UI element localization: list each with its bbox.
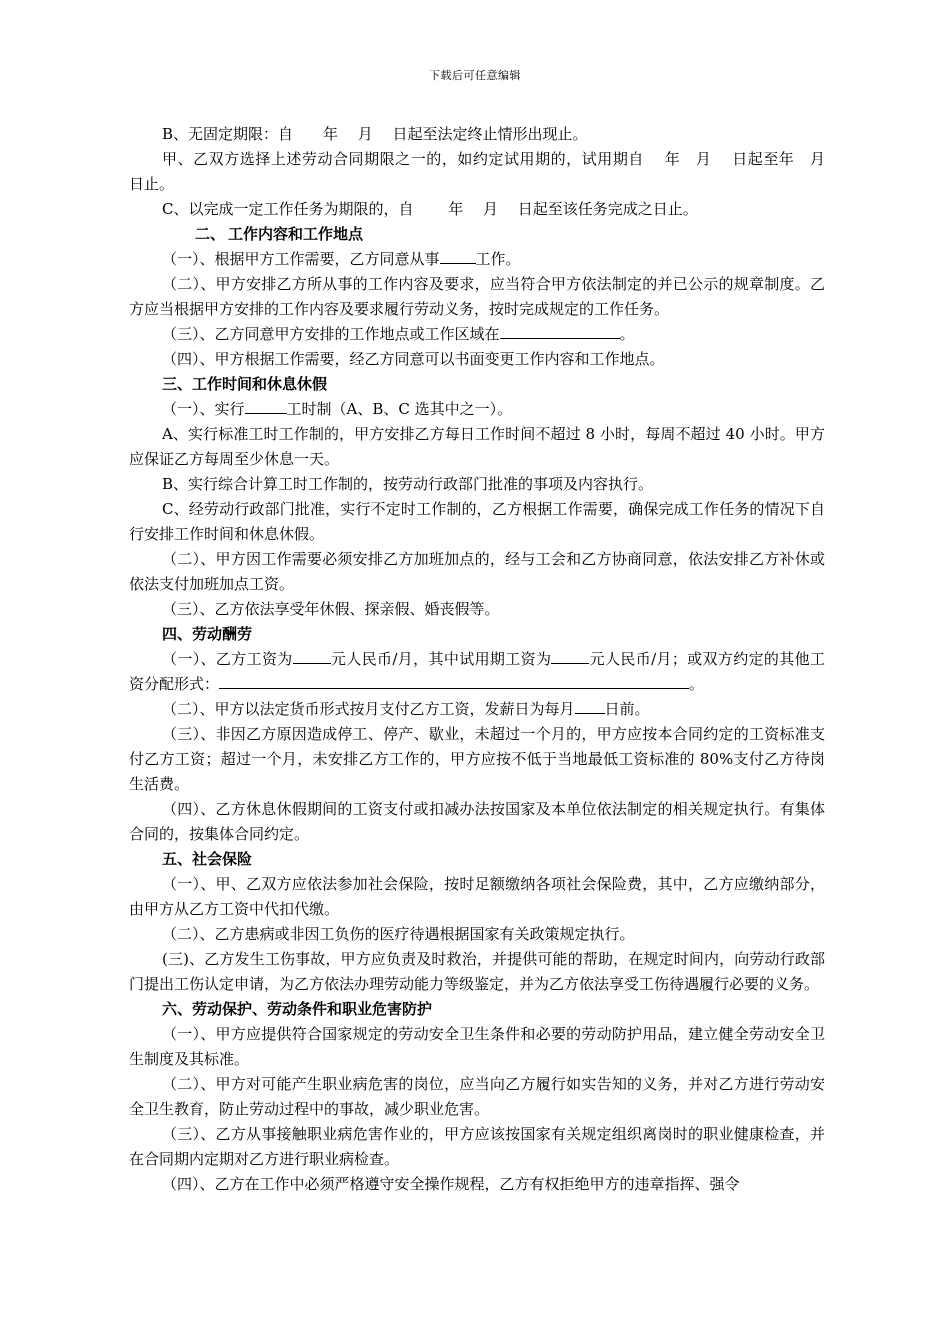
section-4-item-1 [129,647,825,697]
probation-salary-blank[interactable] [551,647,589,664]
section-5-item-1: （一）、甲、乙双方应依法参加社会保险，按时足额缴纳各项社会保险费，其中，乙方应缴纳部分，由甲方从乙方工资中代扣代缴。 [129,875,825,918]
section-6-item-1: （一）、甲方应提供符合国家规定的劳动安全卫生条件和必要的劳动防护用品，建立健全劳动安全卫生制度及其标准。 [129,1025,825,1068]
other-pay-form-blank[interactable] [219,672,689,689]
job-blank[interactable] [440,247,476,264]
payday-blank[interactable] [575,697,605,714]
work-hour-system-blank[interactable] [245,397,287,414]
section-5-item-2: （二）、乙方患病或非因工负伤的医疗待遇根据国家有关政策规定执行。 [162,925,635,943]
section-2-number: 二、 [195,225,226,243]
section-3-option-c: C、经劳动行政部门批准，实行不定时工作制的，乙方根据工作需要，确保完成工作任务的情况下自行安排工作时间和休息休假。 [129,500,825,543]
item-text: 日前。 [604,700,650,718]
section-3-item-1 [129,397,825,422]
item-text: （一）、实行 [162,400,245,418]
term-b-paragraph: B、无固定期限：自 年 月 日起至法定终止情形出现止。 [162,125,588,143]
section-2-item-3 [129,322,825,347]
item-text: （一）、根据甲方工作需要，乙方同意从事 [162,250,440,268]
item-text: 工作。 [475,250,521,268]
section-5-item-3: (三)、乙方发生工伤事故，甲方应负责及时救治，并提供可能的帮助，在规定时间内，向劳动行政部门提出工伤认定申请，为乙方依法办理劳动能力等级鉴定，并为乙方依法享受工伤待遇履行必要的义务。 [129,950,825,993]
section-4-item-4: （四）、乙方休息休假期间的工资支付或扣减办法按国家及本单位依法制定的相关规定执行。有集体合同的，按集体合同约定。 [129,800,825,843]
item-text: （三）、乙方同意甲方安排的工作地点或工作区域在 [162,325,500,343]
contract-body [129,122,841,1197]
section-2-heading [129,222,825,247]
item-text: 元人民币/月，其中试用期工资为 [330,650,552,668]
section-5-heading: 五、社会保险 [162,850,253,868]
probation-paragraph: 甲、乙双方选择上述劳动合同期限之一的，如约定试用期的，试用期自 年 月 日起至年 月 日止。 [129,150,841,193]
section-4-item-2 [129,697,825,722]
section-2-item-1 [129,247,825,272]
section-4-heading: 四、劳动酬劳 [162,625,253,643]
item-text: 元人民币/月；或双方约定的其他工资分配形式： [129,650,825,693]
section-3-heading: 三、工作时间和休息休假 [162,375,328,393]
section-3-option-b: B、实行综合计算工时工作制的，按劳动行政部门批准的事项及内容执行。 [162,475,654,493]
section-6-item-2: （二）、甲方对可能产生职业病危害的岗位，应当向乙方履行如实告知的义务，并对乙方进行劳动安全卫生教育，防止劳动过程中的事故，减少职业危害。 [129,1075,825,1118]
salary-blank[interactable] [293,647,331,664]
section-2-item-2: （二）、甲方安排乙方所从事的工作内容及要求，应当符合甲方依法制定的并已公示的规章制度。乙方应当根据甲方安排的工作内容及要求履行劳动义务，按时完成规定的工作任务。 [129,275,825,318]
section-3-option-a: A、实行标准工时工作制的，甲方安排乙方每日工作时间不超过 8 小时，每周不超过 40 小时。甲方应保证乙方每周至少休息一天。 [129,425,825,468]
section-6-heading: 六、劳动保护、劳动条件和职业危害防护 [162,1000,433,1018]
section-3-item-3: （三）、乙方依法享受年休假、探亲假、婚丧假等。 [162,600,500,618]
item-text: 。 [689,675,705,693]
section-6-item-3: （三）、乙方从事接触职业病危害作业的，甲方应该按国家有关规定组织离岗时的职业健康检查，并在合同期内定期对乙方进行职业病检查。 [129,1125,825,1168]
section-2-item-4: （四）、甲方根据工作需要，经乙方同意可以书面变更工作内容和工作地点。 [162,350,665,368]
item-text: （一）、乙方工资为 [162,650,293,668]
item-text: 。 [619,325,635,343]
section-2-title: 工作内容和工作地点 [228,225,364,243]
item-text: （二）、甲方以法定货币形式按月支付乙方工资，发薪日为每月 [162,700,575,718]
page-header: 下载后可任意编辑 [429,69,521,82]
term-c-paragraph: C、以完成一定工作任务为期限的，自 年 月 日起至该任务完成之日止。 [162,200,698,218]
item-text: 工时制（A、B、C 选其中之一）。 [286,400,513,418]
section-3-item-2: （二）、甲方因工作需要必须安排乙方加班加点的，经与工会和乙方协商同意，依法安排乙方补休或依法支付加班加点工资。 [129,550,825,593]
section-4-item-3: （三）、非因乙方原因造成停工、停产、歇业，未超过一个月的，甲方应按本合同约定的工资标准支付乙方工资；超过一个月，未安排乙方工作的，甲方应按不低于当地最低工资标准的 80%支付乙方待岗生活费。 [129,725,825,793]
work-location-blank[interactable] [500,322,620,339]
section-6-item-4: （四）、乙方在工作中必须严格遵守安全操作规程，乙方有权拒绝甲方的违章指挥、强令 [162,1175,740,1193]
